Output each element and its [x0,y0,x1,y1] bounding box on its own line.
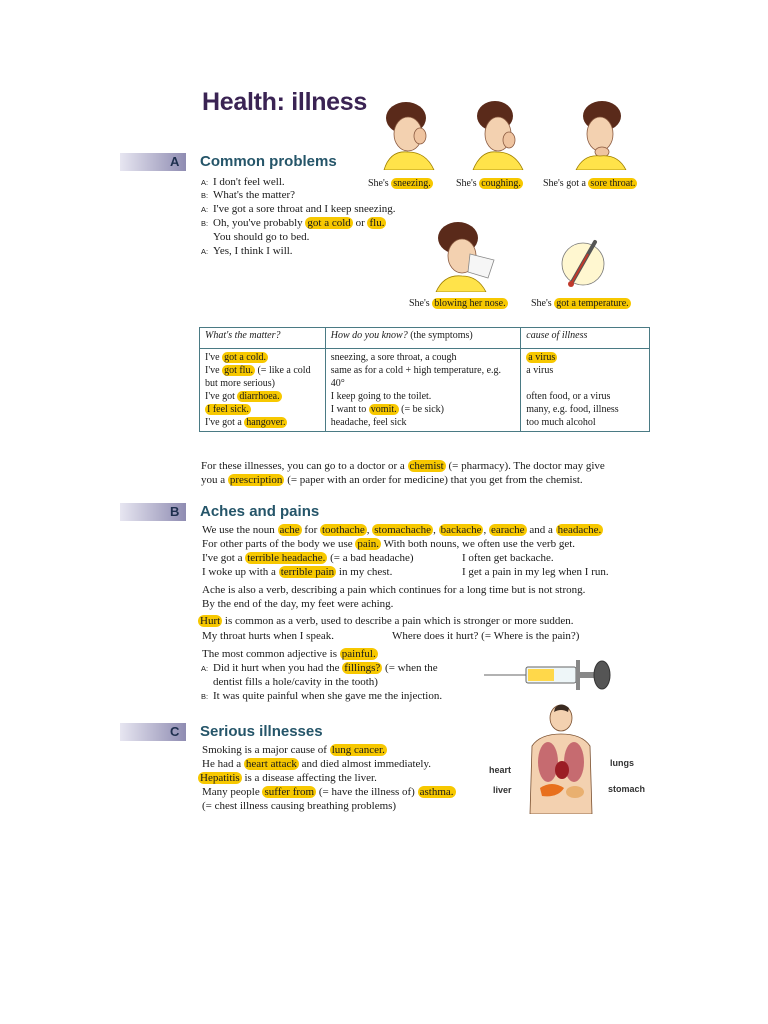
sneezing-illustration [370,94,440,170]
aches-line [202,566,392,579]
table-cell [325,349,521,432]
cell-text: I've [205,352,223,363]
table-cell [200,349,326,432]
header-text: How do you know? [330,330,408,341]
speaker-label: A: [201,664,209,673]
highlight: toothache [321,524,365,536]
highlight: hangover. [246,417,286,428]
caption-text: She's got a [543,178,589,189]
text: I woke up with a [202,566,279,578]
speaker-label: B: [201,219,209,228]
speaker-label: A: [201,247,209,256]
aches-line [202,552,414,565]
caption [456,178,523,189]
column-header [521,328,650,349]
text: (= have the illness of) [316,786,418,798]
highlight: coughing. [481,178,521,189]
cell-line: a virus [526,365,554,376]
note-text: you a [201,474,228,486]
illness-line [202,786,456,799]
caption-text: She's [368,178,392,189]
highlight: got flu. [224,365,253,376]
line-text: I've got a sore throat and I keep sneezing. [213,203,396,215]
section-c-heading: Serious illnesses [200,723,323,740]
highlight: got a cold. [224,352,267,363]
table-header-row [200,328,650,349]
note-text: (= paper with an order for medicine) that you get from the chemist. [284,474,583,486]
dialogue-line [201,245,293,258]
dialogue-line [201,203,396,216]
section-a-heading: Common problems [200,153,337,170]
body-organs-illustration [520,702,602,814]
highlight: diarrhoea. [239,391,280,402]
section-c-letter: C [170,724,180,739]
column-header [325,328,521,349]
text: Many people [202,786,263,798]
highlight: got a temperature. [556,298,629,309]
blowing-nose-illustration [432,216,510,292]
header-text: What's the matter? [205,330,281,341]
thermometer-illustration [558,234,608,294]
cell-text: (= be sick) [398,404,444,415]
cell-line [205,390,320,403]
aches-line [202,524,603,537]
aches-line [201,690,442,703]
aches-line: By the end of the day, my feet were aching. [202,598,394,610]
text: It was quite painful when she gave me the injection. [213,690,443,702]
caption [543,178,637,189]
note-text: For these illnesses, you can go to a doctor or a [201,460,408,472]
table-cell [521,349,650,432]
line-text: I don't feel well. [213,176,285,188]
cell-line: often food, or a virus [526,391,611,402]
cell-text: I've got [205,391,238,402]
text: I've got a [202,552,246,564]
stomach-label: stomach [608,784,646,794]
text: in my chest. [336,566,393,578]
cell-line [205,351,320,364]
highlight: pain. [357,538,380,550]
highlight: backache [440,524,482,536]
highlight: prescription [229,474,283,486]
caption [531,298,631,309]
highlight: sneezing. [393,178,431,189]
cell-line: too much alcohol [526,417,596,428]
section-a-letter: A [170,154,180,169]
cell-line [331,403,516,416]
highlight: fillings? [344,662,381,674]
text: He had a [202,758,244,770]
text: and a [526,524,556,536]
speaker-label: B: [201,692,209,701]
dialogue-line [201,176,285,189]
sore-throat-illustration [568,94,632,170]
liver-label: liver [493,785,512,795]
illness-line [202,758,431,771]
text: , [366,524,373,536]
heart-label: heart [489,765,512,775]
line-text: Oh, you've probably [213,217,306,229]
text: , [433,524,439,536]
caption [409,298,508,309]
aches-line: Ache is also a verb, describing a pain which continues for a long time but is not strong. [202,584,586,596]
text: We use the noun [202,524,278,536]
illness-line [198,772,377,785]
text: For other parts of the body we use [202,538,356,550]
cell-text: I've [205,365,223,376]
highlight: chemist [409,460,444,472]
highlight: blowing her nose. [434,298,506,309]
text: (= when the [382,662,438,674]
caption-text: She's [409,298,433,309]
syringe-illustration [484,656,614,692]
text: for [301,524,320,536]
lungs-label: lungs [610,758,634,768]
cell-line: I keep going to the toilet. [330,391,432,402]
aches-line [198,615,573,628]
section-b-letter: B [170,504,180,519]
caption [368,178,433,189]
cell-line: sneezing, a sore throat, a cough [330,352,457,363]
aches-line: I get a pain in my leg when I run. [462,566,609,578]
aches-line: Where does it hurt? (= Where is the pain?) [392,630,580,642]
line-text: Yes, I think I will. [213,245,293,257]
highlight: I feel sick. [207,404,249,415]
dialogue-line [213,231,309,244]
column-header [200,328,326,349]
highlight: headache. [557,524,602,536]
highlight: sore throat. [590,178,636,189]
aches-line: dentist fills a hole/cavity in the tooth) [213,676,378,688]
page-title: Health: illness [202,88,367,116]
highlight: Hepatitis [200,772,240,784]
cell-line: same as for a cold + high temperature, e.g. 40° [330,365,502,389]
table-row [200,349,650,432]
text: , [483,524,489,536]
aches-line: My throat hurts when I speak. [202,630,334,642]
highlight: vomit. [370,404,397,415]
cell-line [205,416,320,429]
text: (= a bad headache) [327,552,414,564]
illness-line: (= chest illness causing breathing problems) [202,800,397,812]
highlight: flu. [369,217,385,229]
highlight: a virus [528,352,556,363]
text: Did it hurt when you had the [213,662,343,674]
text: is common as a verb, used to describe a pain which is stronger or more sudden. [222,615,574,627]
aches-line [202,648,378,661]
cell-spacer [526,377,644,390]
cell-text: I've got a [205,417,245,428]
line-text: You should go to bed. [213,231,310,243]
speaker-label: B: [201,191,209,200]
text: The most common adjective is [202,648,340,660]
header-text: (the symptoms) [410,330,473,341]
header-text: cause of illness [526,330,588,341]
highlight: heart attack [245,758,297,770]
highlight: earache [490,524,525,536]
cell-line: many, e.g. food, illness [526,404,619,415]
caption-text: She's [456,178,480,189]
cell-text: I want to [330,404,369,415]
line-text: What's the matter? [213,189,296,201]
note-text: (= pharmacy). The doctor may give [445,460,605,472]
highlight: painful. [341,648,376,660]
aches-line [201,662,438,675]
aches-line [202,538,575,551]
speaker-label: A: [201,178,209,187]
dialogue-line [201,217,386,230]
highlight: stomachache [374,524,432,536]
caption-text: She's [531,298,555,309]
highlight: got a cold [307,217,351,229]
cell-line [205,403,320,416]
highlight: Hurt [200,615,221,627]
text: and died almost immediately. [298,758,432,770]
symptoms-table [199,327,650,432]
text: With both nouns, we often use the verb get. [381,538,576,550]
highlight: terrible headache. [247,552,326,564]
section-b-heading: Aches and pains [200,503,320,520]
highlight: suffer from [264,786,315,798]
illness-line [202,744,387,757]
cell-line: headache, feel sick [330,417,407,428]
highlight: lung cancer. [331,744,385,756]
prescription-note [201,474,583,487]
line-text: or [352,217,368,229]
text: Smoking is a major cause of [202,744,330,756]
dialogue-line [201,189,295,202]
aches-line: I often get backache. [462,552,554,564]
highlight: ache [279,524,300,536]
cell-line [526,351,644,364]
text: is a disease affecting the liver. [241,772,377,784]
cell-text: (= like a cold but more serious) [205,365,311,389]
speaker-label: A: [201,205,209,214]
coughing-illustration [465,94,529,170]
highlight: terrible pain [280,566,335,578]
chemist-note [201,460,605,473]
cell-line [205,364,320,390]
highlight: asthma. [419,786,454,798]
